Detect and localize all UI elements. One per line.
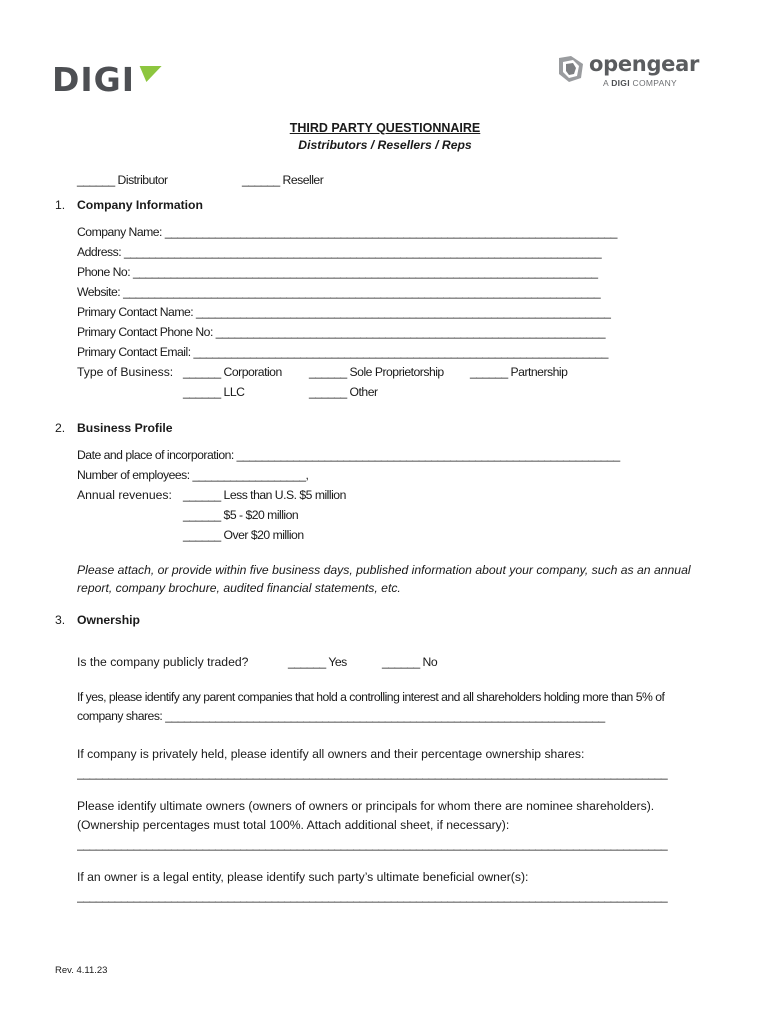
revenue-5-20m-option[interactable]: ______ $5 - $20 million [183,508,299,522]
revenue-less-than-5m-option[interactable]: ______ Less than U.S. $5 million [183,488,346,502]
primary-contact-email-field[interactable]: Primary Contact Email: __________________________________________________________________ [77,345,608,359]
opengear-mark-icon [555,54,587,84]
opengear-logo [555,52,700,92]
revision-label: Rev. 4.11.23 [55,965,108,976]
legal-entity-question: If an owner is a legal entity, please identify such party’s ultimate beneficial owner(s): [77,870,529,884]
annual-revenues-label: Annual revenues: [77,488,172,502]
corporation-option[interactable]: ______ Corporation [183,365,282,379]
distributor-checkbox-field[interactable]: ______ Distributor [77,173,168,187]
section-3-number: 3. [55,613,66,627]
section-2-heading: Business Profile [77,421,173,435]
primary-contact-phone-field[interactable]: Primary Contact Phone No: ______________________________________________________________ [77,325,605,339]
ultimate-owners-question-line1: Please identify ultimate owners (owners of owners or principals for whom there are nominee shareholders). [77,799,655,813]
publicly-traded-yes-option[interactable]: ______ Yes [288,655,347,669]
legal-entity-field[interactable]: ______________________________________________________________________________________________ [77,889,668,903]
private-owners-field[interactable]: ______________________________________________________________________________________________ [77,766,668,780]
parent-companies-field[interactable]: If yes, please identify any parent companies that hold a controlling interest and all shareholders holding more than 5% of company shares: ______________________________________________________________________ [77,690,665,723]
publicly-traded-no-option[interactable]: ______ No [382,655,438,669]
document-title: THIRD PARTY QUESTIONNAIRE [289,121,481,135]
revenue-over-20m-option[interactable]: ______ Over $20 million [183,528,304,542]
company-name-field[interactable]: Company Name: ________________________________________________________________________ [77,225,617,239]
llc-option[interactable]: ______ LLC [183,385,245,399]
incorporation-field[interactable]: Date and place of incorporation: _____________________________________________________________ [77,448,620,462]
private-owners-question: If company is privately held, please identify all owners and their percentage ownership shares: [77,747,585,761]
section-1-number: 1. [55,198,66,212]
document-subtitle: Distributors / Resellers / Reps [298,138,472,152]
reseller-checkbox-field[interactable]: ______ Reseller [242,173,324,187]
publicly-traded-question: Is the company publicly traded? [77,655,249,669]
digi-logo-triangle-icon [134,66,161,82]
digi-logo [52,62,159,102]
section-3-heading: Ownership [77,613,140,627]
attachment-note: Please attach, or provide within five business days, published information about your company, such as an annual report, company brochure, audited financial statements, etc. [77,563,691,595]
phone-field[interactable]: Phone No: __________________________________________________________________________ [77,265,598,279]
opengear-logo-subtitle: A DIGI COMPANY [603,78,677,88]
address-field[interactable]: Address: ____________________________________________________________________________ [77,245,602,259]
sole-proprietorship-option[interactable]: ______ Sole Proprietorship [309,365,444,379]
digi-logo-text: DIGI [52,60,136,99]
other-option[interactable]: ______ Other [309,385,378,399]
ultimate-owners-field[interactable]: ______________________________________________________________________________________________ [77,837,668,851]
type-of-business-label: Type of Business: [77,365,174,379]
website-field[interactable]: Website: ____________________________________________________________________________ [77,285,601,299]
primary-contact-name-field[interactable]: Primary Contact Name: __________________________________________________________________ [77,305,611,319]
partnership-option[interactable]: ______ Partnership [470,365,568,379]
section-2-number: 2. [55,421,66,435]
section-1-heading: Company Information [77,198,203,212]
employees-field[interactable]: Number of employees: __________________, [77,468,309,482]
ultimate-owners-question-line2: (Ownership percentages must total 100%. Attach additional sheet, if necessary): [77,818,510,832]
opengear-logo-text: opengear [589,52,700,76]
